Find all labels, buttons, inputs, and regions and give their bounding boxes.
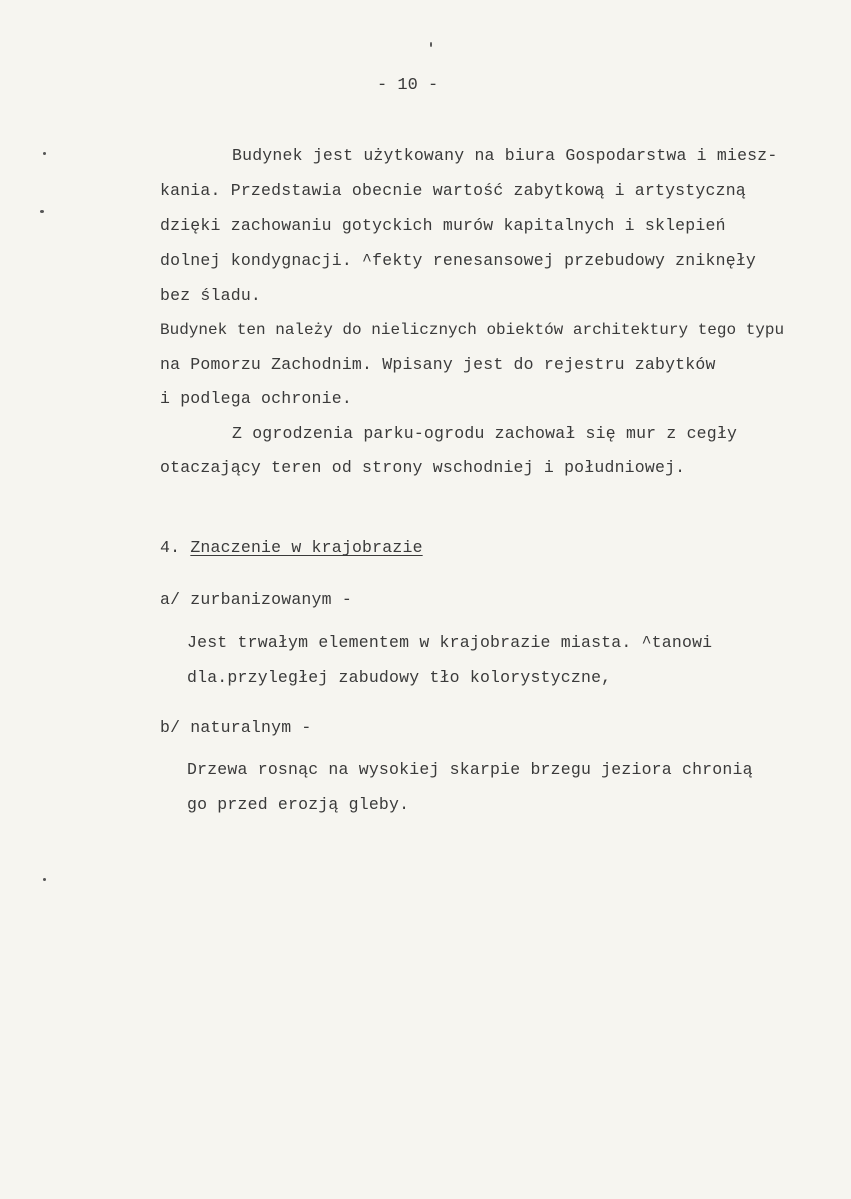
subsection-label: b/ naturalnym -: [160, 718, 312, 737]
section-title: Znaczenie w krajobrazie: [190, 538, 423, 557]
paragraph-line: i podlega ochronie.: [160, 389, 352, 408]
paragraph-line: Budynek ten należy do nielicznych obiektów architektury tego typu: [160, 321, 785, 339]
page-number: - 10 -: [377, 76, 439, 95]
paragraph-line: Budynek jest użytkowany na biura Gospodarstwa i miesz-: [232, 146, 778, 165]
scan-speck: [430, 42, 432, 47]
paragraph-line: otaczający teren od strony wschodniej i południowej.: [160, 458, 686, 477]
paragraph-line: dzięki zachowaniu gotyckich murów kapitalnych i sklepień: [160, 216, 726, 235]
scan-speck: [43, 878, 46, 881]
subsection-label: a/ zurbanizowanym -: [160, 590, 352, 609]
paragraph-line: kania. Przedstawia obecnie wartość zabytkową i artystyczną: [160, 181, 746, 200]
section-heading: [160, 538, 423, 558]
paragraph-line: Z ogrodzenia parku-ogrodu zachował się mur z cegły: [232, 424, 738, 443]
subsection-line: Jest trwałym elementem w krajobrazie miasta. ^tanowi: [187, 633, 713, 652]
subsection-line: Drzewa rosnąc na wysokiej skarpie brzegu jeziora chronią: [187, 760, 753, 779]
paragraph-line: na Pomorzu Zachodnim. Wpisany jest do rejestru zabytków: [160, 355, 716, 374]
subsection-line: go przed erozją gleby.: [187, 795, 410, 814]
scan-speck: [40, 210, 44, 213]
paragraph-line: bez śladu.: [160, 286, 262, 305]
section-number: 4.: [160, 538, 181, 557]
scan-speck: [43, 152, 46, 155]
paragraph-line: dolnej kondygnacji. ^fekty renesansowej przebudowy zniknęły: [160, 251, 756, 270]
subsection-line: dla.przyległej zabudowy tło kolorystyczne,: [187, 668, 612, 687]
